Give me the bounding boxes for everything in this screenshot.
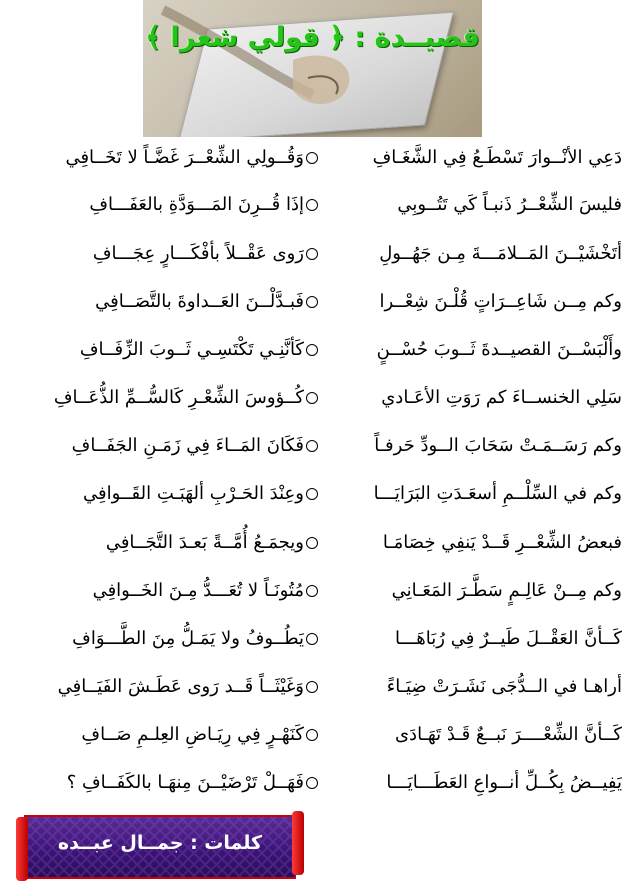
verse-row [0, 330, 640, 370]
poem-title: قصيــدة : ﴿ قولي شعرا ﴾ [145, 22, 480, 53]
verse-first-hemistich: كَــأنَّ الشِّعْــــرَ نَبــعٌ قَـدْ تَهَـادَى [394, 724, 622, 745]
verse-separator-circle [306, 537, 318, 549]
verse-second-hemistich: ويجمَـعُ أُمَّــةً بَعـدَ التَّجَــافِي [105, 532, 304, 553]
verse-second-hemistich: إذَا قُــرِنَ المَـــوَدَّةِ بالعَفَـــافِ [89, 194, 304, 215]
quill-pen-illustration [143, 0, 482, 137]
verse-first-hemistich: دَعِي الأنْــوارَ تَسْطَـعُ فِي الشَّغَـافِ [372, 147, 622, 168]
verse-second-hemistich: كَنَهْـرٍ فِي رِيَـاضِ العِلـمِ صَــافِ [81, 724, 304, 745]
verse-first-hemistich: سَلِي الخنســاءَ كم رَوَتِ الأعَـادي [381, 387, 622, 408]
verse-row [0, 571, 640, 611]
verse-row [0, 185, 640, 225]
verse-first-hemistich: وكم رَسَــمَـتْ سَحَابَ الــودِّ حَرفـاً [374, 435, 622, 456]
verse-separator-circle [306, 585, 318, 597]
verse-separator-circle [306, 777, 318, 789]
author-credit-scroll [16, 811, 302, 881]
verse-separator-circle [306, 681, 318, 693]
verse-first-hemistich: كَــأنَّ العَقْــلَ طَيــرٌ فِي رُبَاهَـــا [395, 628, 622, 649]
verse-row [0, 474, 640, 514]
verse-first-hemistich: وأَلْبَسْــنَ القصيــدةَ ثَــوبَ حُسْــنٍ [376, 339, 622, 360]
verse-second-hemistich: كُــؤوسَ الشِّعْـرِ كَالسُّــمِّ الذُّعَــافِ [53, 387, 304, 408]
verse-second-hemistich: فَبـدَّلْــنَ العَــداوةَ بالتَّصَــافِي [95, 291, 304, 312]
verse-separator-circle [306, 633, 318, 645]
author-credit: كلمات : جمــال عبــده [57, 832, 263, 854]
verse-second-hemistich: وَغَيْثَــاً قَــد رَوى عَطَـشَ الفَيَــافِي [57, 676, 304, 697]
verse-second-hemistich: رَوى عَقْــلاً بأفْكَـــارٍ عِجَـــافِ [92, 243, 304, 264]
verse-row [0, 138, 640, 178]
verse-separator-circle [306, 248, 318, 260]
verse-first-hemistich: وكم في السِّلْــمِ أسعَـدَتِ البَرَايَـــا [373, 483, 622, 504]
verse-second-hemistich: وَقُــولِي الشِّعْــرَ غَضَّـاً لا تَخَــافِي [65, 147, 304, 168]
verse-separator-circle [306, 344, 318, 356]
verse-row [0, 234, 640, 274]
verse-separator-circle [306, 488, 318, 500]
verse-separator-circle [306, 152, 318, 164]
scroll-roll-left [16, 817, 28, 881]
scroll-roll-right [292, 811, 304, 875]
verse-first-hemistich: فليسَ الشِّعْــرُ ذَنبـاً كَي تَتُــوبِي [397, 194, 622, 215]
credit-plate [24, 815, 296, 879]
verse-second-hemistich: فَكَانَ المَــاءَ فِي زَمَـنِ الجَفَــافِ [71, 435, 304, 456]
verse-row [0, 523, 640, 563]
title-banner [143, 0, 482, 137]
verse-separator-circle [306, 729, 318, 741]
verse-second-hemistich: يَطُــوفُ ولا يَمَـلُّ مِنَ الطَّـــوَافِ [72, 628, 304, 649]
verse-row [0, 282, 640, 322]
verse-first-hemistich: يَفِيــضُ بِكُــلِّ أنــواعِ العَطَـــايَـــا [386, 772, 622, 793]
verse-second-hemistich: مُتُونَـاً لا تُعَـــدُّ مِـنَ الخَــوافِي [92, 580, 304, 601]
verse-row [0, 378, 640, 418]
verse-first-hemistich: فبعضُ الشِّعْــرِ قَــدْ يَنفِي خِصَامَـا [382, 532, 622, 553]
verse-row [0, 426, 640, 466]
verse-first-hemistich: أتَخْشَيْــنَ المَــلامَـــةَ مِـن جَهُــولِ [379, 243, 622, 264]
verse-second-hemistich: وعِنْدَ الحَـرْبِ ألهَبَـتِ القَــوافِي [83, 483, 304, 504]
verse-second-hemistich: فَهَــلْ تَرْضَيْــنَ مِنهَـا بالكَفَــافِ ؟ [66, 772, 304, 793]
verse-row [0, 619, 640, 659]
verse-row [0, 763, 640, 803]
verse-first-hemistich: أراهـا في الــدُّجَى نَشَـرَتْ ضِيَـاءً [386, 676, 622, 697]
verse-separator-circle [306, 392, 318, 404]
verse-separator-circle [306, 440, 318, 452]
verse-separator-circle [306, 296, 318, 308]
verse-row [0, 715, 640, 755]
verse-first-hemistich: وكم مِــن شَاعِــرَاتٍ قُلْـنَ شِعْــرا [379, 291, 622, 312]
verse-first-hemistich: وكم مِــنْ عَالِـمٍ سَطَّـرَ المَعَـانِي [391, 580, 622, 601]
verse-row [0, 667, 640, 707]
verse-second-hemistich: كَأنَّنِـي تَكْتَسِـي ثَــوبَ الزِّفَــافِ [79, 339, 304, 360]
verse-separator-circle [306, 199, 318, 211]
